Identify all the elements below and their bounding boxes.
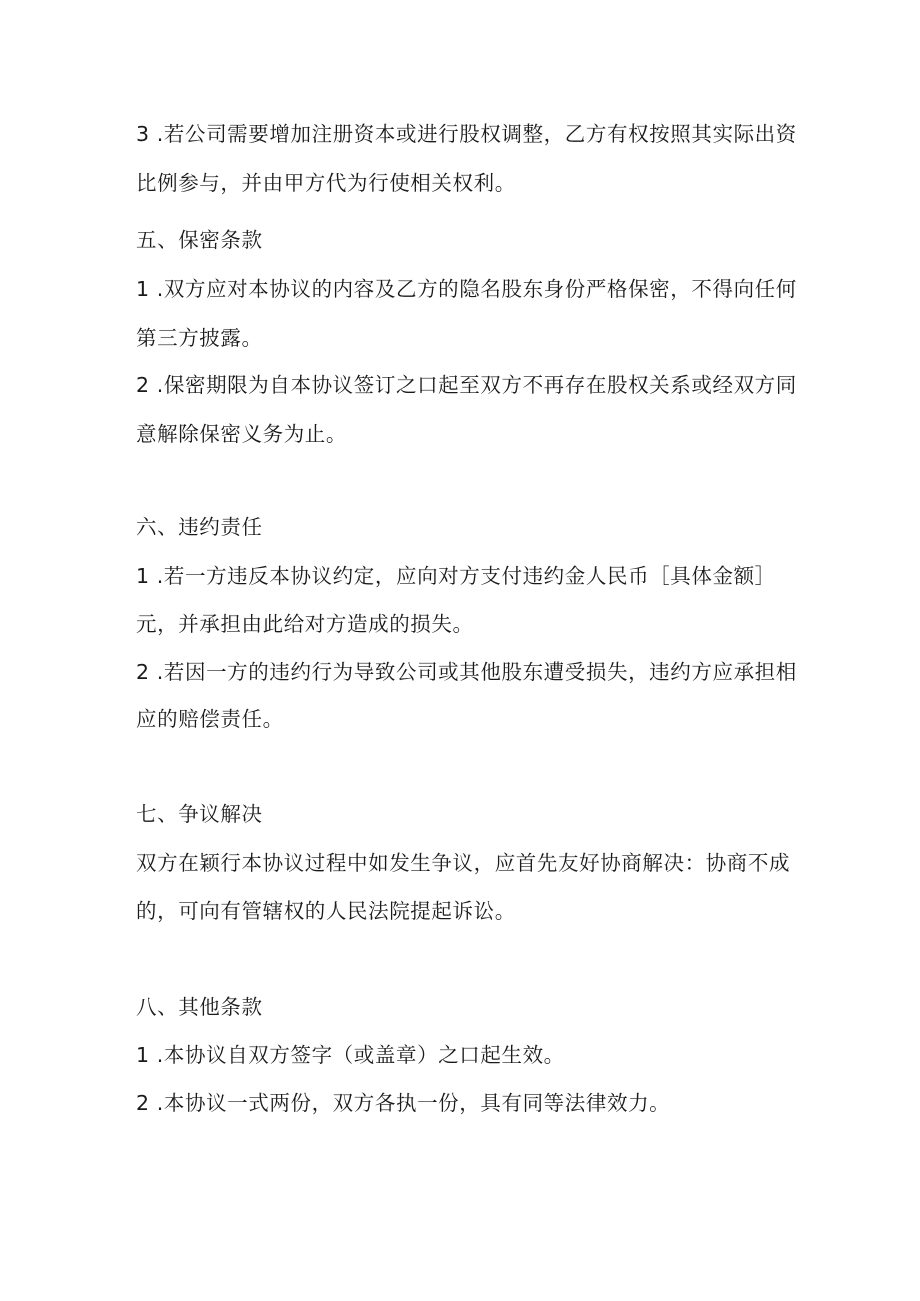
section-heading-dispute-resolution: 七、争议解决 xyxy=(136,802,263,826)
clause-6-1-line-1: 1 .若一方违反本协议约定，应向对方支付违约金人民币［具体金额］ xyxy=(136,564,776,588)
section-heading-other-terms: 八、其他条款 xyxy=(136,995,263,1019)
clause-6-1-line-2: 元，并承担由此给对方造成的损失。 xyxy=(136,612,474,636)
clause-5-1-line-1: 1 .双方应对本协议的内容及乙方的隐名股东身份严格保密，不得向任何 xyxy=(136,277,797,301)
clause-5-2-line-1: 2 .保密期限为自本协议签订之口起至双方不再存在股权关系或经双方同 xyxy=(136,373,797,397)
clause-6-2-line-2: 应的赔偿责任。 xyxy=(136,707,284,731)
clause-4-3-line-2: 比例参与，并由甲方代为行使相关权利。 xyxy=(136,171,516,195)
clause-4-3-line-1: 3 .若公司需要增加注册资本或进行股权调整，乙方有权按照其实际出资 xyxy=(136,122,797,146)
clause-7-line-2: 的，可向有管辖权的人民法院提起诉讼。 xyxy=(136,899,516,923)
clause-5-1-line-2: 第三方披露。 xyxy=(136,326,263,350)
clause-5-2-line-2: 意解除保密义务为止。 xyxy=(136,422,347,446)
clause-8-1-line-1: 1 .本协议自双方签字（或盖章）之口起生效。 xyxy=(136,1043,565,1067)
section-heading-breach-liability: 六、违约责任 xyxy=(136,515,263,539)
clause-6-2-line-1: 2 .若因一方的违约行为导致公司或其他股东遭受损失，违约方应承担相 xyxy=(136,660,797,684)
clause-8-2-line-1: 2 .本协议一式两份，双方各执一份，具有同等法律效力。 xyxy=(136,1091,671,1115)
clause-7-line-1: 双方在颖行本协议过程中如发生争议，应首先友好协商解决：协商不成 xyxy=(136,851,791,875)
section-heading-confidentiality: 五、保密条款 xyxy=(136,228,263,252)
